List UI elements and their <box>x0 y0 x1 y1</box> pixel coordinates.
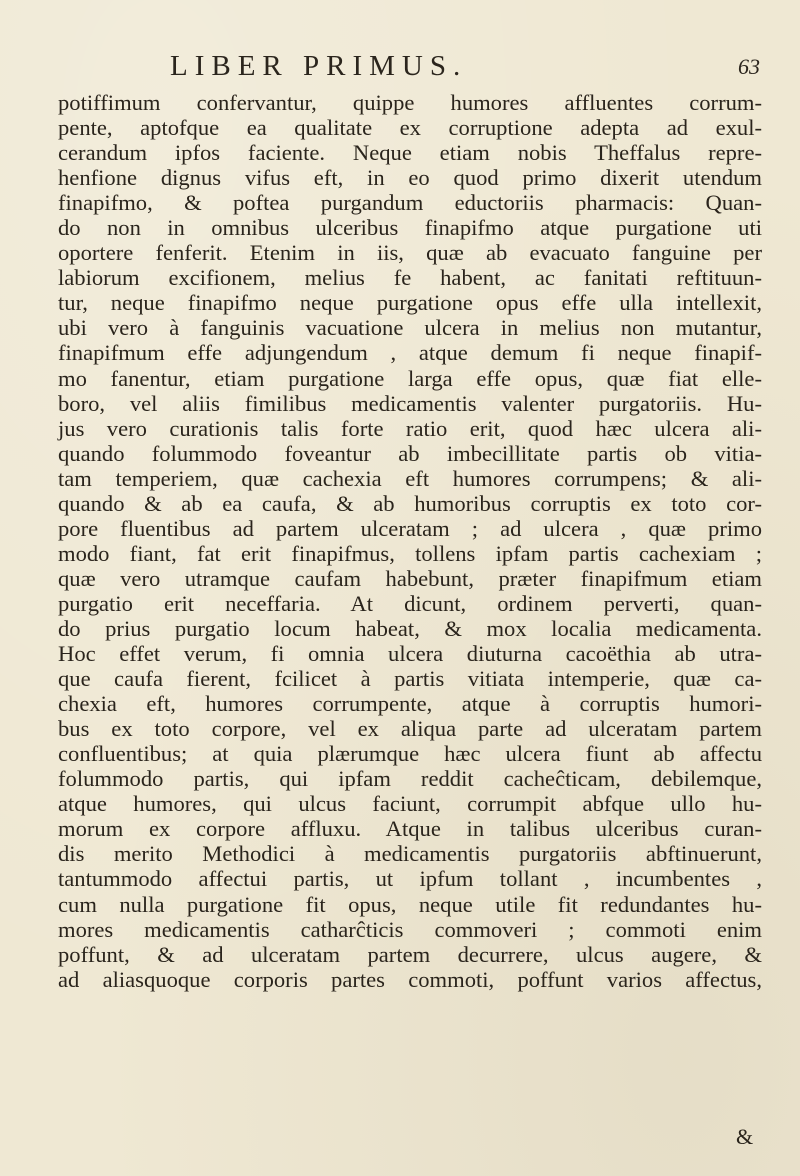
text-line: labiorum excifionem, melius fe habent, ac fanitati reftituun- <box>58 265 762 291</box>
text-line: oportere fenferit. Etenim in iis, quæ ab evacuato fanguine per <box>58 240 762 266</box>
text-line: que caufa fierent, fcilicet à partis vitiata intemperie, quæ ca- <box>58 666 762 692</box>
text-line: poffunt, & ad ulceratam partem decurrere, ulcus augere, & <box>58 941 762 967</box>
text-line: modo fiant, fat erit finapifmus, tollens ipfam partis cachexiam ; <box>58 540 762 566</box>
text-line: tantummodo affectui partis, ut ipfum tollant , incumbentes , <box>58 866 762 892</box>
body-text <box>58 90 762 992</box>
text-line: finapifmo, & poftea purgandum eductoriis pharmacis: Quan- <box>58 190 762 216</box>
text-line: purgatio erit neceffaria. At dicunt, ordinem perverti, quan- <box>58 590 762 616</box>
text-line: folummodo partis, qui ipfam reddit cacheĉticam, debilemque, <box>58 766 762 792</box>
text-line: quando & ab ea caufa, & ab humoribus corruptis ex toto cor- <box>58 490 762 516</box>
text-line: chexia eft, humores corrumpente, atque à corruptis humori- <box>58 691 762 717</box>
text-line: ubi vero à fanguinis vacuatione ulcera in melius non mutantur, <box>58 315 762 341</box>
text-line: confluentibus; at quia plærumque hæc ulcera fiunt ab affectu <box>58 741 762 767</box>
text-line: mores medicamentis catharĉticis commoveri ; commoti enim <box>58 916 762 942</box>
text-line: ad aliasquoque corporis partes commoti, poffunt varios affectus, <box>58 966 762 992</box>
text-line: tur, neque finapifmo neque purgatione opus effe ulla intellexit, <box>58 290 762 316</box>
page-number: 63 <box>738 54 760 79</box>
text-line: do non in omnibus ulceribus finapifmo atque purgatione uti <box>58 215 762 241</box>
text-line: henfione dignus vifus eft, in eo quod primo dixerit utendum <box>58 165 762 191</box>
text-line: bus ex toto corpore, vel ex aliqua parte ad ulceratam partem <box>58 716 762 742</box>
text-line: mo fanentur, etiam purgatione larga effe opus, quæ fiat elle- <box>58 365 762 391</box>
text-line: do prius purgatio locum habeat, & mox localia medicamenta. <box>58 615 762 641</box>
text-line: dis merito Methodici à medicamentis purgatoriis abftinuerunt, <box>58 841 762 867</box>
text-line: potiffimum confervantur, quippe humores affluentes corrum- <box>58 90 762 115</box>
catchword: & <box>736 1124 754 1149</box>
text-line: atque humores, qui ulcus faciunt, corrumpit abfque ullo hu- <box>58 791 762 817</box>
text-line: quæ vero utramque caufam habebunt, præter finapifmum etiam <box>58 565 762 591</box>
running-head: LIBER PRIMUS. <box>170 50 468 82</box>
text-line: cerandum ipfos faciente. Neque etiam nobis Theffalus repre- <box>58 140 762 166</box>
text-line: quando folummodo foveantur ab imbecillitate partis ob vitia- <box>58 440 762 466</box>
text-line: tam temperiem, quæ cachexia eft humores corrumpens; & ali- <box>58 465 762 491</box>
text-line: jus vero curationis talis forte ratio erit, quod hæc ulcera ali- <box>58 415 762 441</box>
text-line: cum nulla purgatione fit opus, neque utile fit redundantes hu- <box>58 891 762 917</box>
text-line: boro, vel aliis fimilibus medicamentis valenter purgatoriis. Hu- <box>58 390 762 416</box>
text-line: pore fluentibus ad partem ulceratam ; ad ulcera , quæ primo <box>58 515 762 541</box>
text-line: finapifmum effe adjungendum , atque demum fi neque finapif- <box>58 340 762 366</box>
text-line: pente, aptofque ea qualitate ex corruptione adepta ad exul- <box>58 115 762 141</box>
text-line: Hoc effet verum, fi omnia ulcera diuturna cacoëthia ab utra- <box>58 641 762 667</box>
text-line: morum ex corpore affluxu. Atque in talibus ulceribus curan- <box>58 816 762 842</box>
